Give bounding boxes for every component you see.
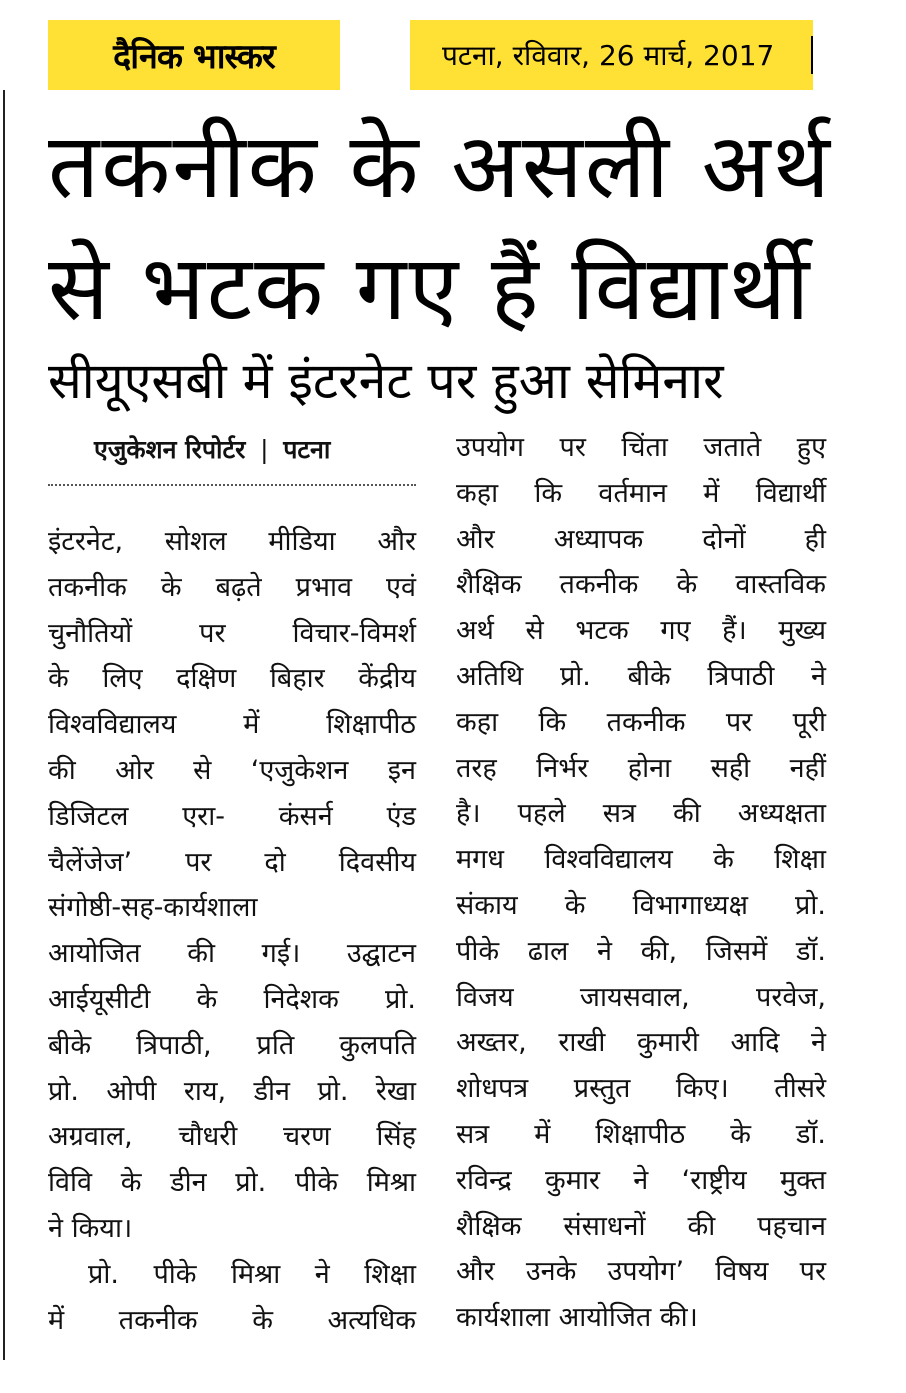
article-column-left [48, 519, 416, 1343]
column-line: चैलेंजेज’ पर दो दिवसीय [48, 846, 416, 878]
column-line: चुनौतियों पर विचार-विमर्श [48, 617, 416, 649]
column-line: शोधपत्र प्रस्तुत किए। तीसरे [456, 1073, 826, 1105]
column-line: डिजिटल एरा- कंसर्न एंड [48, 800, 416, 832]
column-line: प्रो. पीके मिश्रा ने शिक्षा [88, 1258, 416, 1290]
column-line: पीके ढाल ने की, जिसमें डॉ. [456, 935, 826, 967]
column-line: अग्रवाल, चौधरी चरण सिंह [48, 1121, 416, 1153]
column-line: आईयूसीटी के निदेशक प्रो. [48, 983, 416, 1015]
column-line: की ओर से ‘एजुकेशन इन [48, 754, 416, 786]
headline-line-2: से भटक गए हैं विद्यार्थी [48, 236, 812, 341]
column-line: विश्वविद्यालय में शिक्षापीठ [48, 709, 416, 741]
column-line: संगोष्ठी-सह-कार्यशाला [48, 892, 258, 924]
column-line: और अध्यापक दोनों ही [456, 523, 826, 555]
column-line: सत्र में शिक्षापीठ के डॉ. [456, 1118, 826, 1150]
column-line: विवि के डीन प्रो. पीके मिश्रा [48, 1167, 416, 1199]
column-line: तरह निर्भर होना सही नहीं [456, 752, 826, 784]
column-line: कहा कि वर्तमान में विद्यार्थी [456, 477, 826, 509]
column-line: शैक्षिक संसाधनों की पहचान [456, 1210, 826, 1242]
column-line: कहा कि तकनीक पर पूरी [456, 706, 826, 738]
column-line: मगध विश्वविद्यालय के शिक्षा [456, 844, 826, 876]
headline-line-1: तकनीक के असली अर्थ [48, 114, 832, 219]
column-line: शैक्षिक तकनीक के वास्तविक [456, 569, 826, 601]
column-line: अख्तर, राखी कुमारी आदि ने [456, 1027, 826, 1059]
column-line: अर्थ से भटक गए हैं। मुख्य [456, 615, 826, 647]
column-line: उपयोग पर चिंता जताते हुए [456, 432, 826, 463]
masthead-logo-text: दैनिक भास्कर [113, 37, 275, 77]
page-edge-rule [3, 90, 5, 1360]
column-line: रविन्द्र कुमार ने ‘राष्ट्रीय मुक्त [456, 1164, 826, 1196]
newspaper-masthead [48, 20, 340, 90]
article-headline [48, 106, 868, 350]
column-line: ने किया। [48, 1212, 133, 1244]
article-column-right [456, 425, 826, 1341]
byline-dotted-rule [48, 484, 416, 486]
column-line: इंटरनेट, सोशल मीडिया और [48, 526, 416, 557]
column-line: बीके त्रिपाठी, प्रति कुलपति [48, 1029, 416, 1061]
column-line: तकनीक के बढ़ते प्रभाव एवं [48, 571, 416, 603]
column-line: प्रो. ओपी राय, डीन प्रो. रेखा [48, 1075, 416, 1107]
byline-separator: | [260, 435, 269, 464]
column-line: और उनके उपयोग’ विषय पर [456, 1256, 826, 1288]
column-line: में तकनीक के अत्यधिक [48, 1304, 416, 1336]
column-line: है। पहले सत्र की अध्यक्षता [456, 798, 826, 830]
byline-reporter: एजुकेशन रिपोर्टर [94, 435, 246, 464]
dateline-divider [811, 36, 813, 74]
article-subheadline: सीयूएसबी में इंटरनेट पर हुआ सेमिनार [48, 352, 724, 410]
dateline-text: पटना, रविवार, 26 मार्च, 2017 [442, 39, 775, 72]
column-line: संकाय के विभागाध्यक्ष प्रो. [456, 889, 826, 921]
byline [94, 430, 424, 470]
dateline-box [410, 20, 813, 90]
byline-city: पटना [283, 435, 331, 464]
column-line: के लिए दक्षिण बिहार केंद्रीय [48, 663, 416, 695]
column-line: विजय जायसवाल, परवेज, [456, 981, 826, 1013]
column-line: कार्यशाला आयोजित की। [456, 1302, 698, 1334]
column-line: अतिथि प्रो. बीके त्रिपाठी ने [456, 660, 826, 692]
column-line: आयोजित की गई। उद्घाटन [48, 938, 416, 970]
